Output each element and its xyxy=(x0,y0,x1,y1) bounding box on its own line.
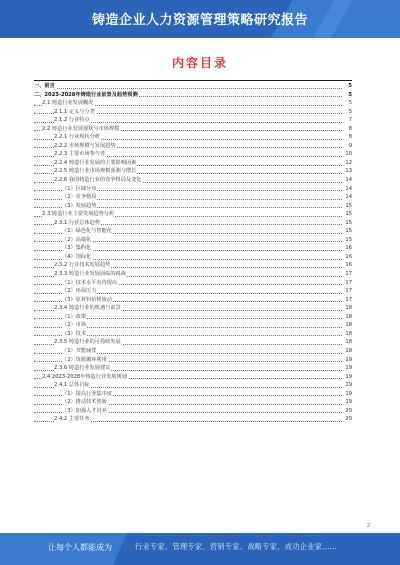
toc-entry-label: 2.2.5 铸造行业市场规模预测与增长 xyxy=(54,168,137,175)
toc-entry-label: （1）技术水平有待提高 xyxy=(62,279,118,286)
toc-entry-page: 16 xyxy=(345,253,352,260)
toc-top-rule xyxy=(34,80,352,81)
toc-entry[interactable] xyxy=(34,133,352,142)
toc-entry[interactable] xyxy=(34,167,352,176)
toc-entry-label: 2.4.1 总体目标 xyxy=(54,382,90,389)
toc-entry-label: （3）技术 xyxy=(62,330,87,337)
toc-entry-page: 20 xyxy=(345,416,352,423)
toc-entry-label: 2.2.3 主要市场参与者 xyxy=(54,151,106,158)
toc-entry[interactable] xyxy=(34,373,352,382)
toc-entry-page: 16 xyxy=(345,262,352,269)
toc-entry-page: 15 xyxy=(345,236,352,243)
toc-entry[interactable] xyxy=(34,321,352,330)
toc-entry-label: （2）高端化 xyxy=(62,236,92,243)
toc-entry[interactable] xyxy=(34,185,352,194)
toc-entry-page: 17 xyxy=(345,279,352,286)
toc-entry[interactable] xyxy=(34,261,352,270)
toc-entry-page: 5 xyxy=(348,83,352,89)
toc-entry-label: 2.2 铸造行业发展现状与市场规模 xyxy=(42,125,120,132)
toc-entry-label: 2.3.2 行业技术发展趋势 xyxy=(54,262,111,269)
toc-entry[interactable] xyxy=(34,142,352,151)
toc-entry-page: 8 xyxy=(348,134,352,141)
toc-entry-page: 17 xyxy=(345,271,352,278)
toc-heading: 内容目录 xyxy=(171,56,228,70)
toc-entry[interactable] xyxy=(34,82,352,91)
toc-entry-page: 19 xyxy=(345,399,352,406)
toc-entry-page: 14 xyxy=(345,194,352,201)
toc-entry-page: 20 xyxy=(345,407,352,414)
toc-entry-page: 17 xyxy=(345,296,352,303)
toc-entry-label: 2.1.2 行业特点 xyxy=(54,117,90,124)
toc-entry-label: 2.2.6 我国铸造行业的竞争格局及变化 xyxy=(54,177,142,184)
toc-entry-label: （3）集约化 xyxy=(62,245,92,252)
toc-entry-page: 9 xyxy=(348,142,352,149)
toc-entry[interactable] xyxy=(34,364,352,373)
toc-entry-label: （1）绿色化与智能化 xyxy=(62,228,112,235)
toc-entry-page: 18 xyxy=(345,305,352,312)
toc-entry-page: 18 xyxy=(345,339,352,346)
table-of-contents xyxy=(34,82,352,424)
toc-entry-label: （3）发展趋势 xyxy=(62,202,97,209)
toc-entry[interactable] xyxy=(34,415,352,424)
toc-entry-label: 2.1 铸造行业发展概况 xyxy=(42,100,94,107)
toc-entry-label: 2.4.2 主要任务 xyxy=(54,416,90,423)
toc-entry[interactable] xyxy=(34,270,352,279)
toc-entry-page: 19 xyxy=(345,373,352,380)
toc-entry[interactable] xyxy=(34,236,352,245)
toc-entry[interactable] xyxy=(34,253,352,262)
toc-entry[interactable] xyxy=(34,91,352,100)
toc-entry-page: 5 xyxy=(348,100,352,107)
toc-entry-page: 18 xyxy=(345,322,352,329)
toc-entry[interactable] xyxy=(34,296,352,305)
toc-entry-page: 17 xyxy=(345,288,352,295)
page-number: 2 xyxy=(366,523,370,529)
toc-entry[interactable] xyxy=(34,116,352,125)
toc-entry[interactable] xyxy=(34,150,352,159)
toc-entry[interactable] xyxy=(34,244,352,253)
toc-entry-label: （1）区域分布 xyxy=(62,185,97,192)
toc-entry-label: 2.4 2023-2028年铸造行业发展规划 xyxy=(42,373,127,380)
toc-entry-label: 2.2.1 行业现状分析 xyxy=(54,134,100,141)
toc-entry[interactable] xyxy=(34,125,352,134)
toc-leader-dots xyxy=(34,88,342,89)
toc-entry[interactable] xyxy=(34,347,352,356)
toc-entry-label: 2.3.6 铸造行业发展建议 xyxy=(54,365,111,372)
toc-entry[interactable] xyxy=(34,279,352,288)
footer-tagline: 行业专家、管理专家、营销专家、战略专家、成功企业家…… xyxy=(135,542,338,551)
toc-entry-label: 2.2.2 市场规模与发展趋势 xyxy=(54,142,116,149)
toc-entry-label: 一、前言 xyxy=(34,83,55,89)
toc-entry-page: 15 xyxy=(345,228,352,235)
toc-entry-page: 14 xyxy=(345,185,352,192)
toc-entry-label: 2.3 铸造行业主要发展趋势分析 xyxy=(42,211,115,218)
toc-entry[interactable] xyxy=(34,193,352,202)
toc-entry-page: 7 xyxy=(348,117,352,124)
toc-entry-page: 5 xyxy=(348,91,352,98)
toc-entry-label: （1）政策 xyxy=(62,313,87,320)
toc-entry[interactable] xyxy=(34,398,352,407)
toc-entry-label: （2）推动技术创新 xyxy=(62,399,107,406)
toc-entry[interactable] xyxy=(34,99,352,108)
toc-entry-label: （4）国际化 xyxy=(62,253,92,260)
toc-entry[interactable] xyxy=(34,227,352,236)
toc-entry[interactable] xyxy=(34,202,352,211)
toc-entry-page: 19 xyxy=(345,390,352,397)
toc-entry-label: 二、2023-2028年铸造行业前景及趋势预测 xyxy=(34,91,138,98)
toc-entry[interactable] xyxy=(34,407,352,416)
toc-entry[interactable] xyxy=(34,210,352,219)
report-header xyxy=(0,0,400,38)
toc-entry[interactable] xyxy=(34,356,352,365)
toc-entry-label: （3）原材料价格波动 xyxy=(62,296,112,303)
toc-entry-label: 2.1.1 定义与分类 xyxy=(54,108,95,115)
toc-entry-page: 15 xyxy=(345,211,352,218)
toc-entry[interactable] xyxy=(34,381,352,390)
toc-entry[interactable] xyxy=(34,108,352,117)
toc-entry-label: （2）市场 xyxy=(62,322,87,329)
toc-entry-page: 15 xyxy=(345,219,352,226)
toc-entry[interactable] xyxy=(34,176,352,185)
toc-entry-page: 19 xyxy=(345,365,352,372)
toc-entry-page: 15 xyxy=(345,202,352,209)
toc-entry-label: （2）环保压力 xyxy=(62,288,97,295)
toc-entry[interactable] xyxy=(34,219,352,228)
toc-entry-page: 8 xyxy=(348,125,352,132)
toc-entry-page: 14 xyxy=(345,177,352,184)
toc-entry-label: （1）节能减排 xyxy=(62,347,97,354)
toc-entry-page: 10 xyxy=(345,151,352,158)
toc-entry[interactable] xyxy=(34,159,352,168)
toc-entry-page: 16 xyxy=(345,245,352,252)
toc-entry-page: 12 xyxy=(345,159,352,166)
toc-entry-page: 18 xyxy=(345,330,352,337)
toc-entry-label: 2.3.4 铸造行业的机遇与前景 xyxy=(54,305,121,312)
toc-entry-label: 2.3.3 铸造行业发展面临的挑战 xyxy=(54,271,126,278)
toc-entry-label: 2.3.5 铸造行业的可持续发展 xyxy=(54,339,121,346)
footer-slogan: 让每个人都能成为 xyxy=(48,543,112,552)
toc-entry-label: （3）加强人才培养 xyxy=(62,407,107,414)
toc-entry-page: 5 xyxy=(348,108,352,115)
report-title: 铸造企业人力资源管理策略研究报告 xyxy=(91,13,308,28)
toc-entry-page: 19 xyxy=(345,382,352,389)
toc-entry-label: 2.2.4 铸造行业发展的主要影响因素 xyxy=(54,159,137,166)
toc-entry[interactable] xyxy=(34,330,352,339)
toc-entry-label: 2.3.1 行业总体趋势 xyxy=(54,219,100,226)
report-footer xyxy=(0,533,400,565)
toc-entry-page: 13 xyxy=(345,168,352,175)
toc-entry[interactable] xyxy=(34,304,352,313)
toc-entry[interactable] xyxy=(34,338,352,347)
toc-entry-page: 19 xyxy=(345,356,352,363)
toc-entry-label: （2）竞争格局 xyxy=(62,194,97,201)
toc-entry-page: 18 xyxy=(345,347,352,354)
toc-entry[interactable] xyxy=(34,390,352,399)
toc-entry-page: 18 xyxy=(345,313,352,320)
toc-entry-label: （2）资源循环利用 xyxy=(62,356,107,363)
toc-entry[interactable] xyxy=(34,287,352,296)
toc-entry-label: （1）提高行业集中度 xyxy=(62,390,112,397)
toc-entry[interactable] xyxy=(34,313,352,322)
